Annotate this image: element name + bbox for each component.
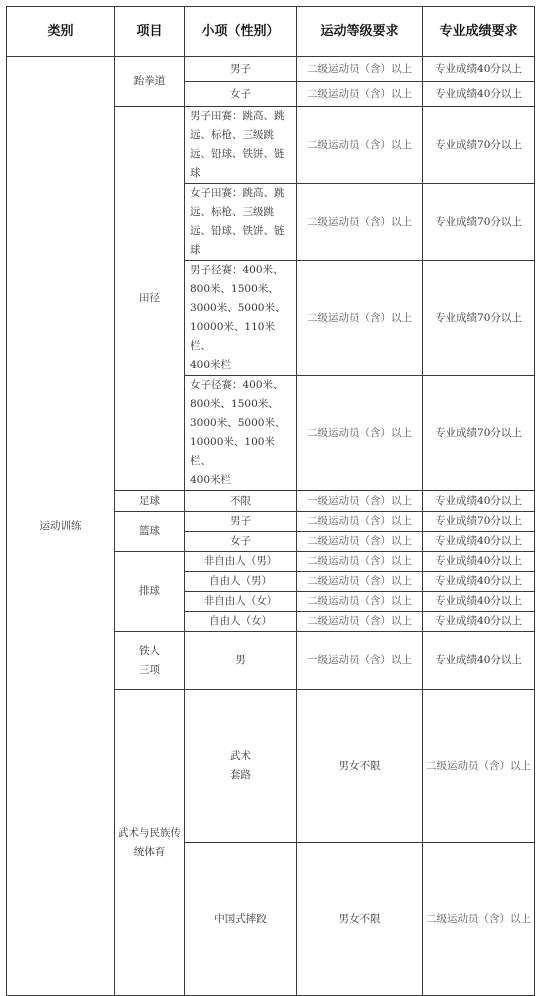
subitem-line: 远、标枪、三级跳 [190,206,274,218]
subitem-line: 远、标枪、三级跳 [190,129,274,141]
subitem-cell: 女子 [185,532,297,552]
subitem-cell [185,184,297,261]
category-sports-training: 运动训练 [7,57,115,996]
level-cell: 一级运动员（含）以上 [297,491,423,512]
item-taekwondo: 跆拳道 [115,57,185,107]
subitem-cell [185,376,297,491]
item-basketball: 篮球 [115,512,185,552]
score-cell: 专业成绩40分以上 [423,491,535,512]
score-cell: 专业成绩40分以上 [423,552,535,572]
subitem-line: 男子田赛：跳高、跳 [190,110,285,122]
level-cell: 一级运动员（含）以上 [297,632,423,690]
level-cell: 二级运动员（含）以上 [297,552,423,572]
level-cell: 二级运动员（含）以上 [297,592,423,612]
subitem-cell [185,261,297,376]
subitem-line: 10000米、100米栏、 [190,436,275,467]
subitem-line: 女子田赛：跳高、跳 [190,187,285,199]
level-cell: 二级运动员（含）以上 [297,57,423,82]
subitem-cell [185,107,297,184]
subitem-line: 800米、1500米、 [190,398,279,410]
header-score-requirement: 专业成绩要求 [423,7,535,57]
subitem-line: 男子径赛：400米、 [190,264,284,276]
level-cell: 二级运动员（含）以上 [297,107,423,184]
subitem-cell: 不限 [185,491,297,512]
subitem-line: 400米栏 [190,359,232,371]
subitem-line: 10000米、110米栏、 [190,321,275,352]
level-cell: 二级运动员（含）以上 [297,532,423,552]
subitem-line: 远、铅球、铁饼、链 [190,148,285,160]
header-item: 项目 [115,7,185,57]
category-wushu: 武术与民族传统体育 [115,690,185,996]
subitem-cell: 自由人（男） [185,572,297,592]
subitem-cell: 男女不限 [297,843,423,996]
subitem-line: 远、铅球、铁饼、链 [190,225,285,237]
subitem-cell: 男子 [185,512,297,532]
level-cell: 二级运动员（含）以上 [423,690,535,843]
subitem-cell: 男女不限 [297,690,423,843]
item-line: 三项 [139,663,160,676]
score-cell: 专业成绩40分以上 [423,632,535,690]
requirements-table [6,6,535,996]
score-cell: 专业成绩70分以上 [423,261,535,376]
level-cell: 二级运动员（含）以上 [297,184,423,261]
score-cell: 专业成绩70分以上 [423,376,535,491]
subitem-line: 3000米、5000米、 [190,302,286,314]
item-volleyball: 排球 [115,552,185,632]
item-wushu-routine [185,690,297,843]
subitem-line: 3000米、5000米、 [190,417,286,429]
item-wrestling: 中国式摔跤 [185,843,297,996]
level-cell: 二级运动员（含）以上 [297,82,423,107]
subitem-line: 女子径赛：400米、 [190,379,284,391]
level-cell: 二级运动员（含）以上 [297,512,423,532]
score-cell: 专业成绩40分以上 [423,532,535,552]
subitem-cell: 非自由人（男） [185,552,297,572]
score-cell: 专业成绩70分以上 [423,107,535,184]
subitem-line: 球 [190,167,201,179]
item-athletics: 田径 [115,107,185,491]
header-subitem: 小项（性别） [185,7,297,57]
subitem-line: 球 [190,244,201,256]
score-cell: 专业成绩40分以上 [423,592,535,612]
subitem-cell: 非自由人（女） [185,592,297,612]
level-cell: 二级运动员（含）以上 [297,261,423,376]
score-cell: 专业成绩40分以上 [423,57,535,82]
level-cell: 二级运动员（含）以上 [297,612,423,632]
item-football: 足球 [115,491,185,512]
level-cell: 二级运动员（含）以上 [297,376,423,491]
score-cell: 专业成绩40分以上 [423,82,535,107]
header-category: 类别 [7,7,115,57]
header-athlete-level: 运动等级要求 [297,7,423,57]
subitem-cell: 女子 [185,82,297,107]
level-cell: 二级运动员（含）以上 [423,843,535,996]
table-header-row [7,7,535,57]
subitem-line: 800米、1500米、 [190,283,279,295]
subitem-cell: 自由人（女） [185,612,297,632]
score-cell: 专业成绩40分以上 [423,572,535,592]
score-cell: 专业成绩40分以上 [423,612,535,632]
item-line: 武术 [230,750,251,762]
score-cell: 专业成绩70分以上 [423,184,535,261]
subitem-cell: 男 [185,632,297,690]
table-row [7,57,535,82]
item-line: 铁人 [139,644,160,657]
score-cell: 专业成绩70分以上 [423,512,535,532]
item-line: 套路 [230,769,251,781]
subitem-cell: 男子 [185,57,297,82]
level-cell: 二级运动员（含）以上 [297,572,423,592]
subitem-line: 400米栏 [190,474,232,486]
item-triathlon [115,632,185,690]
